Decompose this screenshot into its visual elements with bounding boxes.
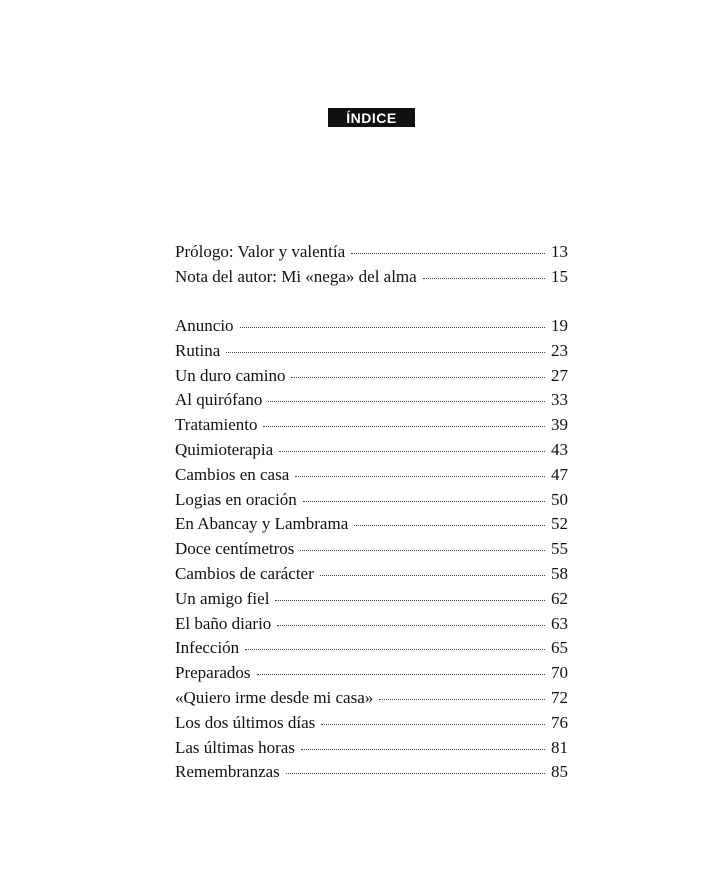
toc-entry-page: 58 [551, 563, 568, 583]
toc-entry [175, 388, 568, 413]
dot-leader [268, 400, 545, 402]
dot-leader [291, 376, 545, 378]
toc-entry-title: Nota del autor: Mi «nega» del alma [175, 266, 417, 286]
toc-entry-title: El baño diario [175, 613, 272, 633]
toc-entry [175, 537, 568, 562]
toc-entry [175, 364, 568, 389]
dot-leader [275, 599, 545, 601]
toc-entry [175, 587, 568, 612]
dot-leader [240, 326, 545, 328]
index-heading: ÍNDICE [328, 108, 415, 127]
toc-entry-page: 63 [551, 613, 568, 633]
dot-leader [303, 500, 545, 502]
toc-entry-page: 33 [551, 390, 568, 410]
dot-leader [263, 425, 545, 427]
toc-entry-page: 50 [551, 489, 568, 509]
toc-entry-page: 47 [551, 464, 568, 484]
dot-leader [321, 723, 545, 725]
dot-leader [300, 549, 545, 551]
dot-leader [351, 252, 545, 254]
toc-entry-title: Infección [175, 638, 240, 658]
toc-entry-page: 62 [551, 588, 568, 608]
toc-entry-page: 39 [551, 415, 568, 435]
toc-entry-title: Doce centímetros [175, 539, 295, 559]
toc-entry [175, 760, 568, 785]
dot-leader [301, 748, 545, 750]
toc-entry-title: Cambios de carácter [175, 563, 314, 583]
toc-entry [175, 612, 568, 637]
toc-entry-title: Preparados [175, 663, 251, 683]
toc-entry-title: Las últimas horas [175, 737, 295, 757]
toc-entry-page: 43 [551, 439, 568, 459]
toc-entry [175, 339, 568, 364]
toc-chapters [175, 314, 568, 785]
toc-entry [175, 413, 568, 438]
dot-leader [257, 673, 545, 675]
dot-leader [286, 772, 545, 774]
toc-entry-page: 81 [551, 737, 568, 757]
toc-entry-title: Los dos últimos días [175, 712, 316, 732]
toc-entry-page: 19 [551, 316, 568, 335]
toc-entry [175, 240, 568, 265]
toc-entry [175, 512, 568, 537]
dot-leader [320, 574, 545, 576]
toc-entry-title: Logias en oración [175, 489, 297, 509]
toc-front-matter [175, 240, 568, 290]
toc-entry [175, 686, 568, 711]
toc-entry-page: 23 [551, 340, 568, 360]
toc-entry [175, 562, 568, 587]
dot-leader [423, 277, 545, 279]
toc-entry-title: Rutina [175, 340, 221, 360]
toc-entry [175, 438, 568, 463]
dot-leader [354, 524, 545, 526]
toc-entry [175, 265, 568, 290]
toc-entry [175, 314, 568, 339]
dot-leader [379, 698, 545, 700]
toc-entry-page: 65 [551, 638, 568, 658]
dot-leader [245, 648, 545, 650]
toc-entry [175, 661, 568, 686]
dot-leader [226, 351, 545, 353]
toc-entry-page: 27 [551, 365, 568, 385]
toc-entry-page: 72 [551, 687, 568, 707]
toc-entry [175, 463, 568, 488]
dot-leader [295, 475, 545, 477]
toc-entry-page: 85 [551, 762, 568, 782]
toc-entry [175, 711, 568, 736]
toc-entry-title: Un amigo fiel [175, 588, 270, 608]
toc-entry [175, 488, 568, 513]
toc-entry-title: Remembranzas [175, 762, 280, 782]
toc-entry-title: Cambios en casa [175, 464, 290, 484]
toc-entry [175, 736, 568, 761]
toc-entry-title: Un duro camino [175, 365, 286, 385]
toc-entry-title: Quimioterapia [175, 439, 274, 459]
toc-entry [175, 636, 568, 661]
toc-entry-page: 52 [551, 514, 568, 534]
toc-entry-title: Tratamiento [175, 415, 258, 435]
dot-leader [277, 624, 545, 626]
toc-entry-title: Prólogo: Valor y valentía [175, 242, 346, 261]
toc-entry-title: En Abancay y Lambrama [175, 514, 349, 534]
toc-entry-page: 55 [551, 539, 568, 559]
toc-entry-page: 13 [551, 242, 568, 261]
toc-entry-page: 15 [551, 266, 568, 286]
toc-entry-page: 70 [551, 663, 568, 683]
toc-entry-title: «Quiero irme desde mi casa» [175, 687, 374, 707]
toc-entry-title: Al quirófano [175, 390, 263, 410]
toc-entry-page: 76 [551, 712, 568, 732]
toc-entry-title: Anuncio [175, 316, 234, 335]
dot-leader [279, 450, 545, 452]
